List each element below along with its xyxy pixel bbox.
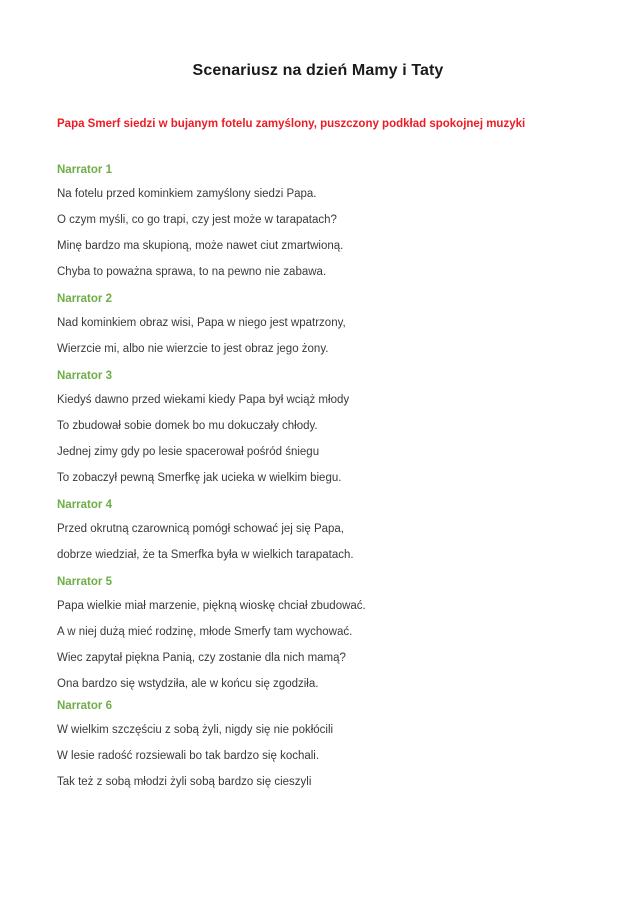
verse-line: W lesie radość rozsiewali bo tak bardzo się kochali. [57, 750, 320, 762]
verse-line: W wielkim szczęściu z sobą żyli, nigdy się nie pokłócili [57, 724, 334, 736]
document-title: Scenariusz na dzień Mamy i Taty [192, 62, 444, 79]
narrator-section [57, 370, 579, 485]
narrator-heading: Narrator 5 [57, 576, 112, 588]
verse-line: Przed okrutną czarownicą pomógł schować jej się Papa, [57, 523, 345, 535]
verse-line: Nad kominkiem obraz wisi, Papa w niego jest wpatrzony, [57, 317, 346, 329]
narrator-section [57, 700, 579, 789]
narrator-section [57, 164, 579, 279]
verse-line: Chyba to poważna sprawa, to na pewno nie zabawa. [57, 266, 327, 278]
verse-line: To zbudował sobie domek bo mu dokuczały chłody. [57, 420, 318, 432]
verse-line: Jednej zimy gdy po lesie spacerował pośród śniegu [57, 446, 320, 458]
verse-line: Wierzcie mi, albo nie wierzcie to jest obraz jego żony. [57, 343, 329, 355]
verse-line: To zobaczył pewną Smerfkę jak ucieka w wielkim biegu. [57, 472, 342, 484]
narrator-heading: Narrator 6 [57, 700, 112, 712]
narrator-heading: Narrator 2 [57, 293, 112, 305]
verse-line: Minę bardzo ma skupioną, może nawet ciut zmartwioną. [57, 240, 344, 252]
narrator-heading: Narrator 3 [57, 370, 112, 382]
verse-line: Wiec zapytał piękna Panią, czy zostanie dla nich mamą? [57, 652, 346, 664]
narrator-section [57, 293, 579, 356]
verse-line: A w niej dużą mieć rodzinę, młode Smerfy tam wychować. [57, 626, 353, 638]
narrator-sections [57, 164, 579, 789]
verse-line: Ona bardzo się wstydziła, ale w końcu się zgodziła. [57, 678, 319, 690]
narrator-section [57, 499, 579, 562]
verse-line: Kiedyś dawno przed wiekami kiedy Papa był wciąż młody [57, 394, 350, 406]
narrator-section [57, 576, 579, 691]
verse-line: O czym myśli, co go trapi, czy jest może w tarapatach? [57, 214, 337, 226]
verse-line: Tak też z sobą młodzi żyli sobą bardzo się cieszyli [57, 776, 312, 788]
stage-direction-text: Papa Smerf siedzi w bujanym fotelu zamyślony, puszczony podkład spokojnej muzyki [57, 118, 526, 130]
narrator-heading: Narrator 1 [57, 164, 112, 176]
verse-line: Na fotelu przed kominkiem zamyślony siedzi Papa. [57, 188, 317, 200]
narrator-heading: Narrator 4 [57, 499, 112, 511]
verse-line: dobrze wiedział, że ta Smerfka była w wielkich tarapatach. [57, 549, 354, 561]
verse-line: Papa wielkie miał marzenie, piękną wioskę chciał zbudować. [57, 600, 366, 612]
